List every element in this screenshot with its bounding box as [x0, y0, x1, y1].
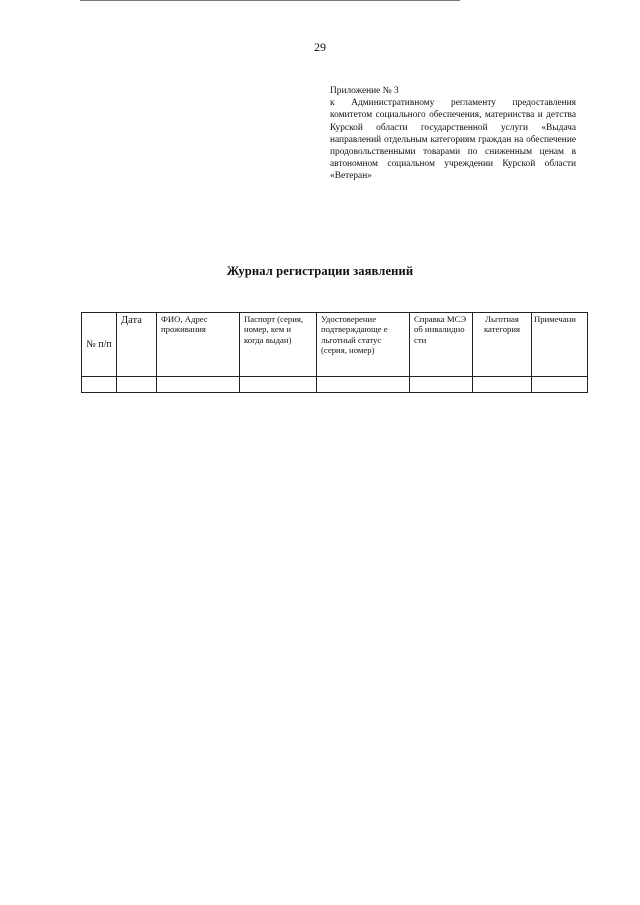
table-row	[82, 377, 588, 393]
table-cell[interactable]	[240, 377, 317, 393]
column-header-notes: Примечани	[532, 313, 588, 377]
table-cell[interactable]	[157, 377, 240, 393]
registration-journal-table	[81, 312, 588, 393]
appendix-block	[330, 85, 576, 183]
table-cell[interactable]	[317, 377, 410, 393]
table-cell[interactable]	[82, 377, 117, 393]
table-header-row	[82, 313, 588, 377]
table-cell[interactable]	[473, 377, 532, 393]
document-title: Журнал регистрации заявлений	[226, 264, 414, 278]
column-header-number: № п/п	[82, 313, 117, 377]
appendix-title: Приложение № 3	[330, 86, 399, 96]
column-header-date: Дата	[117, 313, 157, 377]
table-cell[interactable]	[532, 377, 588, 393]
column-header-passport: Паспорт (серия, номер, кем и когда выдан)	[240, 313, 317, 377]
appendix-body: к Административному регламенту предоставления комитетом социального обеспечения, материнства и детства Курской области государственной услуги «Выдача направлений отдельным категориям граждан на обеспечение продовольственными товарами по сниженным ценам в автономном социальном учреждении Курской области «Ветеран»	[330, 98, 576, 182]
column-header-benefit-category: Льготная категория	[473, 313, 532, 377]
column-header-certificate: Удостоверение подтверждающе е льготный статус (серия, номер)	[317, 313, 410, 377]
top-rule	[80, 0, 460, 1]
column-header-mse-certificate: Справка МСЭ об инвалидно сти	[410, 313, 473, 377]
page-number: 29	[314, 40, 326, 54]
table-cell[interactable]	[117, 377, 157, 393]
table-cell[interactable]	[410, 377, 473, 393]
column-header-name-address: ФИО, Адрес проживания	[157, 313, 240, 377]
